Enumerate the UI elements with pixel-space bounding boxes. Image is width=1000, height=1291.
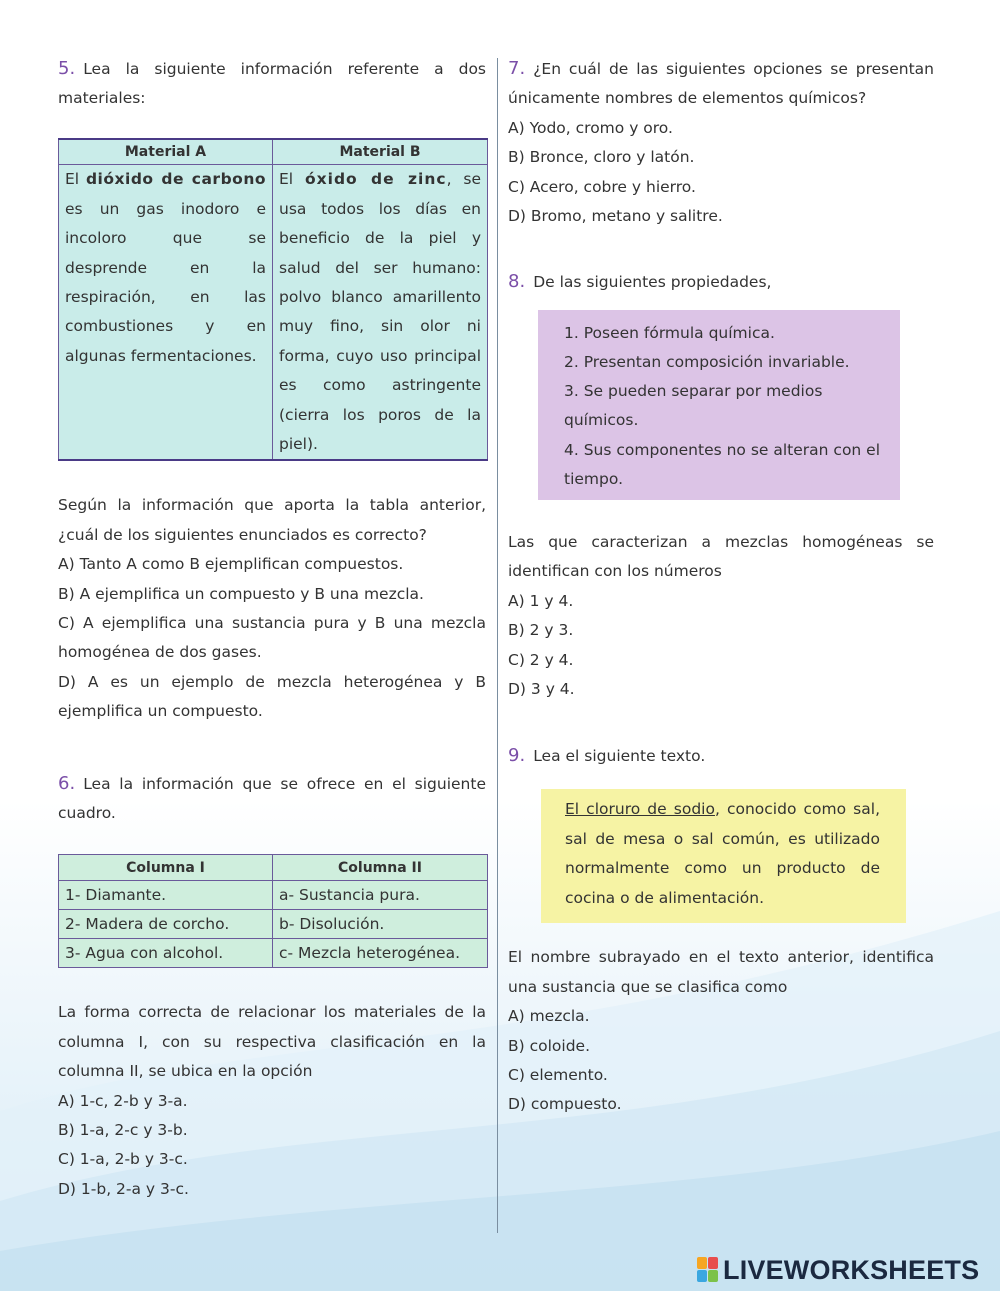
right-column	[508, 54, 934, 1120]
q9-option-b[interactable]: B) coloide.	[508, 1036, 591, 1055]
q8-option-d[interactable]: D) 3 y 4.	[508, 680, 575, 699]
q9-option-c[interactable]: C) elemento.	[508, 1065, 608, 1084]
table-row	[59, 939, 488, 968]
q8-number: 8.	[508, 271, 526, 293]
property-item: 3. Se pueden separar por medios químicos.	[564, 382, 823, 430]
table-row	[59, 910, 488, 939]
q9-question: El nombre subrayado en el texto anterior, identifica una sustancia que se clasifica como	[508, 948, 934, 996]
q5-option-d[interactable]: D) A es un ejemplo de mezcla heterogénea y B ejemplifica un compuesto.	[58, 672, 486, 721]
materials-table	[58, 138, 488, 462]
q8-question: Las que caracterizan a mezclas homogéneas se identifican con los números	[508, 533, 934, 581]
q8-option-b[interactable]: B) 2 y 3.	[508, 621, 574, 640]
property-item: 1. Poseen fórmula química.	[564, 323, 775, 342]
q6-question: La forma correcta de relacionar los materiales de la columna I, con su respectiva clasificación en la columna II, se ubica en la opción	[58, 1003, 486, 1081]
question-6	[58, 769, 486, 1205]
q6-prompt: 6. Lea la información que se ofrece en el siguiente cuadro.	[58, 772, 486, 823]
header-columna-2: Columna II	[273, 855, 488, 881]
q7-option-a[interactable]: A) Yodo, cromo y oro.	[508, 118, 673, 137]
q8-option-c[interactable]: C) 2 y 4.	[508, 650, 574, 669]
columna-1-item: 1- Diamante.	[59, 881, 273, 910]
q7-prompt: 7. ¿En cuál de las siguientes opciones se presentan únicamente nombres de elementos químicos?	[508, 58, 934, 108]
q5-number: 5.	[58, 58, 76, 79]
columna-1-item: 2- Madera de corcho.	[59, 910, 273, 939]
q5-prompt: 5. Lea la siguiente información referente a dos materiales:	[58, 58, 486, 108]
columna-2-item: c- Mezcla heterogénea.	[273, 939, 488, 968]
q9-prompt: 9. Lea el siguiente texto.	[508, 744, 706, 766]
property-item: 2. Presentan composición invariable.	[564, 353, 850, 372]
header-material-a: Material A	[59, 139, 273, 165]
liveworksheets-logo-icon	[697, 1257, 719, 1283]
logo-text: LIVEWORKSHEETS	[723, 1254, 980, 1285]
q6-option-b[interactable]: B) 1-a, 2-c y 3-b.	[58, 1121, 188, 1140]
q5-question: Según la información que aporta la tabla anterior, ¿cuál de los siguientes enunciados es correcto?	[58, 496, 486, 544]
question-8	[508, 267, 934, 704]
reading-text-box	[541, 789, 906, 923]
q8-prompt: 8. De las siguientes propiedades,	[508, 271, 772, 293]
q5-option-c[interactable]: C) A ejemplifica una sustancia pura y B una mezcla homogénea de dos gases.	[58, 614, 486, 662]
q8-option-a[interactable]: A) 1 y 4.	[508, 591, 574, 610]
q9-number: 9.	[508, 744, 526, 766]
q5-option-b[interactable]: B) A ejemplifica un compuesto y B una mezcla.	[58, 584, 424, 603]
q6-option-d[interactable]: D) 1-b, 2-a y 3-c.	[58, 1179, 189, 1198]
q7-number: 7.	[508, 58, 526, 79]
material-a-description: El dióxido de carbono es un gas inodoro e incoloro que se desprende en la respiración, en las combustiones y en algunas fermentaciones.	[59, 165, 273, 461]
question-9	[508, 741, 934, 1120]
q9-option-a[interactable]: A) mezcla.	[508, 1007, 590, 1026]
header-material-b: Material B	[273, 139, 488, 165]
left-column	[58, 54, 486, 1204]
table-row	[59, 881, 488, 910]
q6-option-c[interactable]: C) 1-a, 2-b y 3-c.	[58, 1150, 188, 1169]
q7-option-c[interactable]: C) Acero, cobre y hierro.	[508, 177, 696, 196]
question-5	[58, 54, 486, 727]
q6-option-a[interactable]: A) 1-c, 2-b y 3-a.	[58, 1091, 188, 1110]
properties-box	[538, 310, 900, 500]
material-b-description: El óxido de zinc, se usa todos los días en beneficio de la piel y salud del ser humano: polvo blanco amarillento muy fino, sin olor ni forma, cuyo uso principal es como astringente (cierra los poros de la piel).	[273, 165, 488, 461]
reading-text: El cloruro de sodio, conocido como sal, sal de mesa o sal común, es utilizado normalmente como un producto de cocina o de alimentación.	[565, 799, 880, 907]
columns-table	[58, 854, 488, 968]
columna-2-item: b- Disolución.	[273, 910, 488, 939]
q7-option-b[interactable]: B) Bronce, cloro y latón.	[508, 148, 695, 167]
q5-option-a[interactable]: A) Tanto A como B ejemplifican compuestos.	[58, 555, 404, 574]
q9-option-d[interactable]: D) compuesto.	[508, 1095, 622, 1114]
column-divider	[497, 58, 498, 1233]
liveworksheets-logo[interactable]	[697, 1255, 979, 1285]
property-item: 4. Sus componentes no se alteran con el tiempo.	[564, 440, 881, 488]
header-columna-1: Columna I	[59, 855, 273, 881]
question-7	[508, 54, 934, 231]
underlined-name: El cloruro de sodio	[565, 799, 715, 818]
columna-2-item: a- Sustancia pura.	[273, 881, 488, 910]
q7-option-d[interactable]: D) Bromo, metano y salitre.	[508, 207, 723, 226]
q6-number: 6.	[58, 772, 76, 794]
columna-1-item: 3- Agua con alcohol.	[59, 939, 273, 968]
